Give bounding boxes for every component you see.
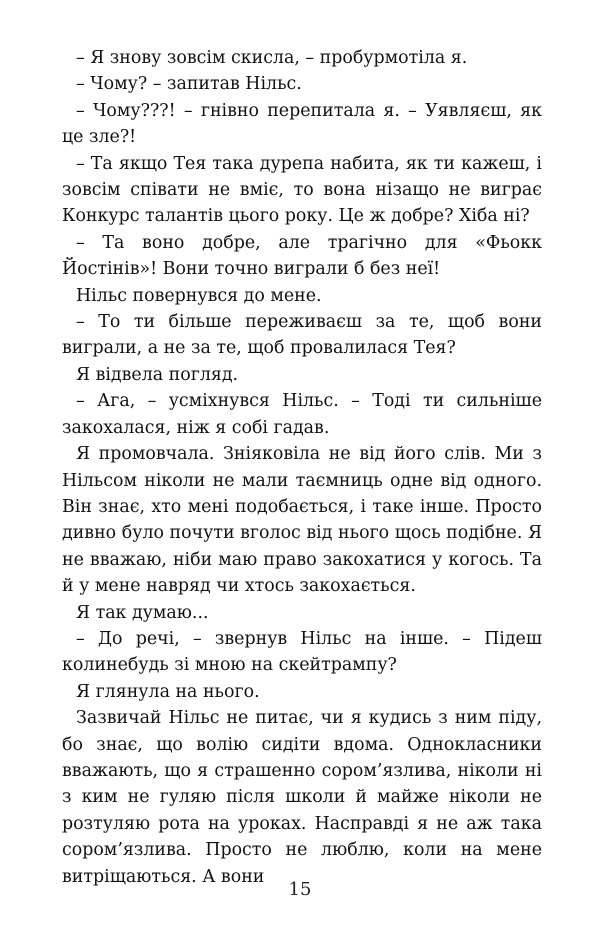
- page-body: [62, 45, 542, 890]
- paragraph-3: – Чому???! – гнівно перепитала я. – Уявляєш, як це зле?!: [62, 100, 542, 148]
- paragraph-8: Я відвела погляд.: [76, 364, 239, 385]
- paragraph-9: – Ага, – усміхнувся Нільс. – Тоді ти сильніше закохалася, ніж я собі гадав.: [62, 391, 542, 438]
- paragraph-1: – Я знову зовсім скисла, – пробурмотіла я.: [76, 48, 468, 68]
- paragraph-10: Я промовчала. Зніяковіла не від його слів. Ми з Нільсом ніколи не мали таємниць одне від одного. Він знає, хто мені подобається, і таке інше. Просто дивно було почути вголос від нього щось подібне. Я не вважаю, ніби маю право закохатися у когось. Та й у мене навряд чи хтось закохається.: [62, 444, 542, 597]
- page-number: 15: [288, 879, 312, 900]
- paragraph-6: Нільс повернувся до мене.: [76, 285, 322, 306]
- paragraph-12: – До речі, – звернув Нільс на інше. – Підеш колинебудь зі мною на скейтрампу?: [62, 628, 542, 676]
- paragraph-2: – Чому? – запитав Нільс.: [76, 74, 302, 95]
- paragraph-7: – То ти більше переживаєш за те, щоб вони виграли, а не за те, щоб провалилася Тея?: [62, 312, 542, 359]
- paragraph-13: Я глянула на нього.: [76, 681, 260, 702]
- paragraph-11: Я так думаю...: [76, 602, 209, 623]
- paragraph-14: Зазвичай Нільс не питає, чи я кудись з ним піду, бо знає, що волію сидіти вдома. Однокласники вважають, що я страшенно сором’язлива, ніколи ні з ким не гуляю після школи й майже ніколи не розтуляю рота на уроках. Насправді я не аж така сором’язлива. Просто не люблю, коли на мене витріщаються. А вони: [62, 708, 542, 887]
- paragraph-5: – Та воно добре, але трагічно для «Фьокк Йостінів»! Вони точно виграли б без неї!: [62, 232, 542, 280]
- paragraph-4: – Та якщо Тея така дурепа набита, як ти кажеш, і зовсім співати не вміє, то вона нізащо не виграє Конкурс талантів цього року. Це ж добре? Хіба ні?: [62, 153, 542, 227]
